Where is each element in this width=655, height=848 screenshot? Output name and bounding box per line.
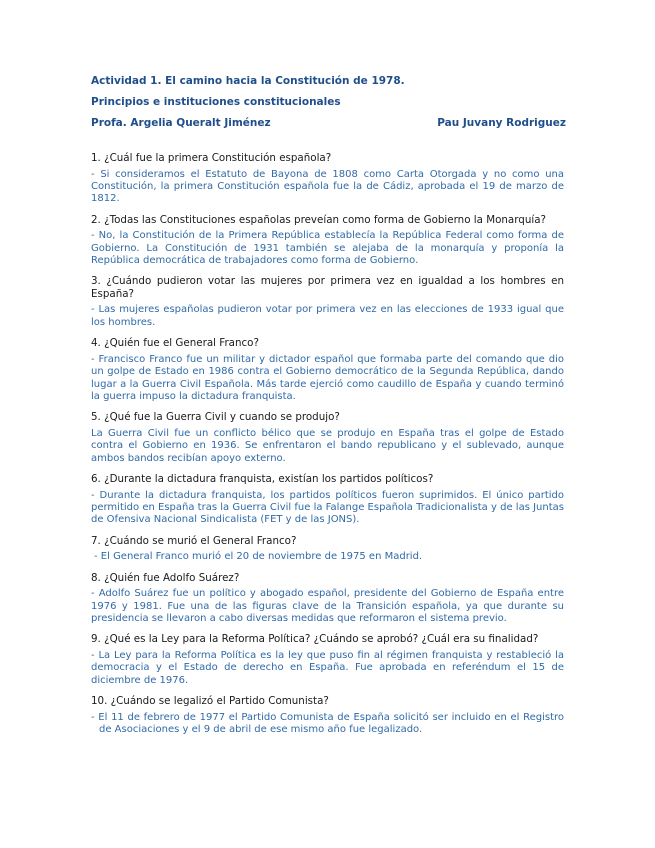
- question-2: 2. ¿Todas las Constituciones españolas preveían como forma de Gobierno la Monarquía?: [91, 213, 546, 226]
- professor-name: Profa. Argelia Queralt Jiménez: [91, 117, 271, 129]
- course-subtitle: Principios e instituciones constitucionales: [91, 96, 341, 108]
- answer-9: - La Ley para la Reforma Política es la ley que puso fin al régimen franquista y restableció la democracia y el Estado de derecho en España. Fue aprobada en referéndum el 15 de diciembre de 1976.: [91, 649, 564, 686]
- activity-title: Actividad 1. El camino hacia la Constitución de 1978.: [91, 75, 405, 87]
- question-1: 1. ¿Cuál fue la primera Constitución española?: [91, 152, 332, 164]
- answer-5: La Guerra Civil fue un conflicto bélico que se produjo en España tras el golpe de Estado contra el Gobierno en 1936. Se enfrentaron el bando republicano y el sublevado, aunque ambos bandos recibían apoyo externo.: [91, 427, 564, 464]
- answer-10: - El 11 de febrero de 1977 el Partido Comunista de España solicitó ser incluido en el Registro de Asociaciones y el 9 de abril de ese mismo año fue legalizado.: [91, 711, 564, 736]
- question-6: 6. ¿Durante la dictadura franquista, existían los partidos políticos?: [91, 473, 434, 486]
- question-10: 10. ¿Cuándo se legalizó el Partido Comunista?: [91, 695, 329, 708]
- question-3: 3. ¿Cuándo pudieron votar las mujeres por primera vez en igualdad a los hombres en España?: [91, 275, 564, 300]
- answer-1: - Si consideramos el Estatuto de Bayona de 1808 como Carta Otorgada y no como una Constitución, la primera Constitución española fue la de Cádiz, aprobada el 19 de marzo de 1812.: [91, 168, 564, 205]
- answer-7: - El General Franco murió el 20 de noviembre de 1975 en Madrid.: [94, 551, 423, 563]
- answer-3: - Las mujeres españolas pudieron votar por primera vez en las elecciones de 1933 igual que los hombres.: [91, 304, 564, 328]
- author-row: [91, 116, 566, 137]
- answer-6: - Durante la dictadura franquista, los partidos políticos fueron suprimidos. El único partido permitido en España tras la Guerra Civil fue la Falange Española Tradicionalista y de las Juntas de Ofensiva Nacional Sindicalista (FET y de las JONS).: [91, 489, 564, 526]
- answer-8: - Adolfo Suárez fue un político y abogado español, presidente del Gobierno de España entre 1976 y 1981. Fue una de las figuras clave de la Transición española, ya que durante su presidencia se llevaron a cabo diversas medidas que reformaron el sistema previo.: [91, 588, 564, 625]
- question-5: 5. ¿Qué fue la Guerra Civil y cuando se produjo?: [91, 411, 340, 424]
- document-header: [91, 74, 566, 137]
- qa-list: [91, 152, 564, 744]
- question-8: 8. ¿Quién fue Adolfo Suárez?: [91, 571, 240, 584]
- student-name: Pau Juvany Rodriguez: [437, 117, 566, 129]
- question-7: 7. ¿Cuándo se murió el General Franco?: [91, 534, 297, 547]
- question-9: 9. ¿Qué es la Ley para la Reforma Política? ¿Cuándo se aprobó? ¿Cuál era su finalidad?: [91, 633, 539, 646]
- question-4: 4. ¿Quién fue el General Franco?: [91, 337, 259, 350]
- answer-2: - No, la Constitución de la Primera República establecía la República Federal como forma de Gobierno. La Constitución de 1931 también se alejaba de la monarquía y proponía la República democrática de trabajadores como forma de Gobierno.: [91, 230, 564, 267]
- answer-4: - Francisco Franco fue un militar y dictador español que formaba parte del comando que dio un golpe de Estado en 1986 contra el Gobierno democrático de la Segunda República, dando lugar a la Guerra Civil Española. Más tarde ejerció como caudillo de España y cuando terminó la guerra impuso la dictadura franquista.: [91, 353, 564, 402]
